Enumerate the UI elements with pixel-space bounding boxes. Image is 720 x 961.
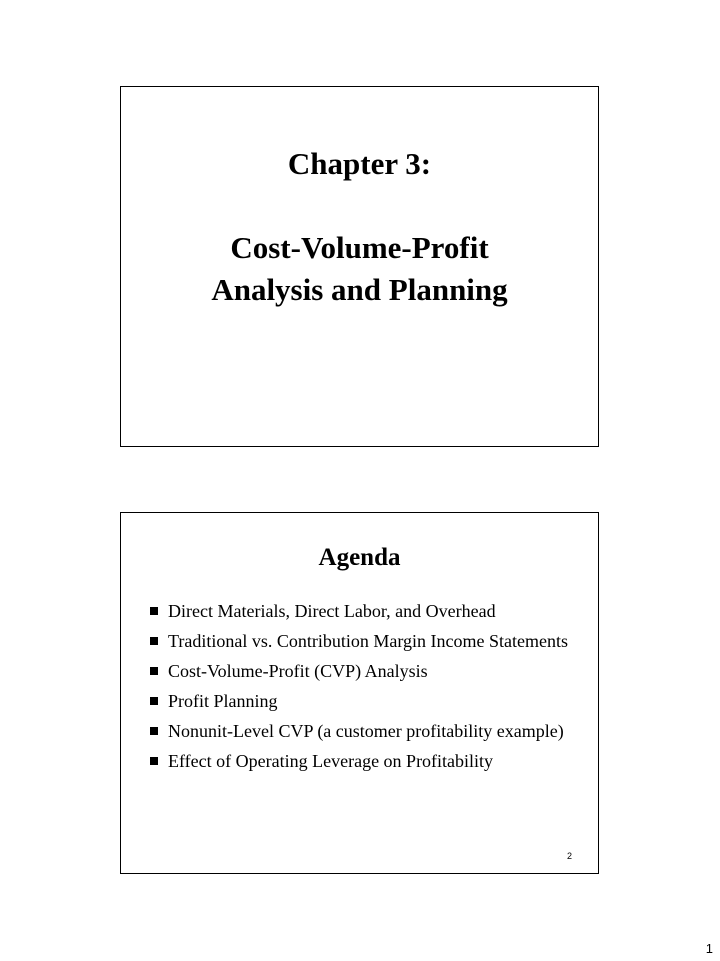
chapter-subtitle	[121, 227, 598, 311]
agenda-item	[147, 749, 568, 773]
agenda-item-text: Effect of Operating Leverage on Profitability	[168, 751, 494, 771]
agenda-item	[147, 689, 568, 713]
square-bullet-icon	[150, 757, 158, 765]
agenda-item-text: Cost-Volume-Profit (CVP) Analysis	[168, 661, 428, 681]
square-bullet-icon	[150, 697, 158, 705]
agenda-item-text: Nonunit-Level CVP (a customer profitability example)	[168, 721, 564, 741]
square-bullet-icon	[150, 667, 158, 675]
agenda-item	[147, 629, 568, 653]
square-bullet-icon	[150, 637, 158, 645]
agenda-item	[147, 659, 568, 683]
agenda-item	[147, 719, 568, 743]
square-bullet-icon	[150, 607, 158, 615]
chapter-subtitle-line-1: Cost-Volume-Profit	[230, 230, 489, 265]
slide-chapter-title	[120, 86, 599, 447]
agenda-list	[147, 599, 568, 779]
page-number: 1	[705, 941, 713, 956]
chapter-heading: Chapter 3:	[287, 146, 432, 181]
chapter-subtitle-line-2: Analysis and Planning	[211, 272, 508, 307]
agenda-item-text: Traditional vs. Contribution Margin Income Statements	[168, 631, 568, 651]
square-bullet-icon	[150, 727, 158, 735]
agenda-heading: Agenda	[318, 544, 401, 571]
agenda-item	[147, 599, 568, 623]
agenda-item-text: Direct Materials, Direct Labor, and Overhead	[168, 601, 496, 621]
agenda-item-text: Profit Planning	[168, 691, 278, 711]
slide-number: 2	[566, 851, 572, 861]
slide-agenda	[120, 512, 599, 874]
